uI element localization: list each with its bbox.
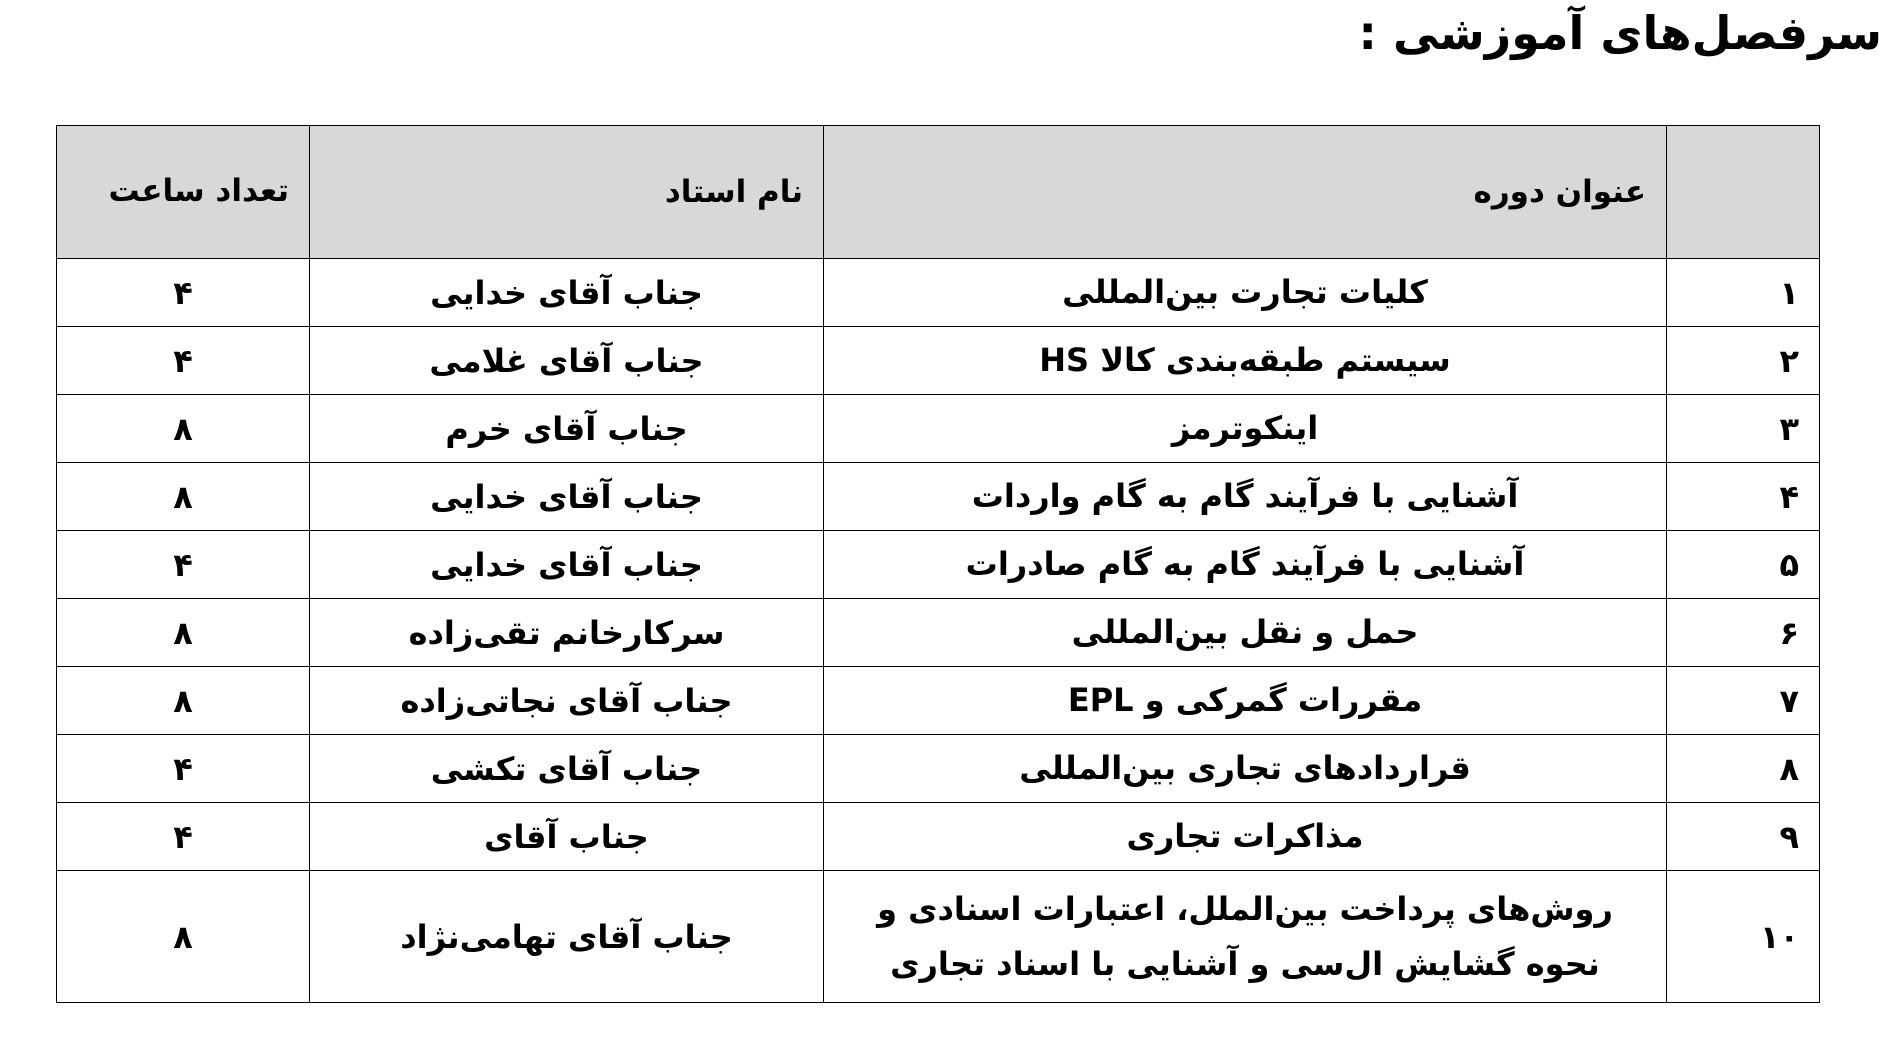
row-number: ۲ [1667, 327, 1820, 395]
hours-count: ۴ [57, 531, 310, 599]
hours-count: ۴ [57, 327, 310, 395]
table-row [57, 259, 1820, 327]
row-number: ۹ [1667, 803, 1820, 871]
teacher-name: جناب آقای تهامی‌نژاد [310, 871, 824, 1003]
table-row [57, 735, 1820, 803]
table-row [57, 803, 1820, 871]
table-row [57, 463, 1820, 531]
teacher-name: جناب آقای [310, 803, 824, 871]
row-number: ۱۰ [1667, 871, 1820, 1003]
course-title: اینکوترمز [824, 395, 1667, 463]
hours-count: ۴ [57, 803, 310, 871]
page-title: سرفصل‌های آموزشی : [1358, 6, 1882, 60]
header-course-title: عنوان دوره [824, 126, 1667, 259]
course-title: آشنایی با فرآیند گام به گام صادرات [824, 531, 1667, 599]
table-row [57, 599, 1820, 667]
table-row [57, 395, 1820, 463]
hours-count: ۸ [57, 871, 310, 1003]
table-row [57, 667, 1820, 735]
row-number: ۴ [1667, 463, 1820, 531]
row-number: ۱ [1667, 259, 1820, 327]
teacher-name: جناب آقای خرم [310, 395, 824, 463]
course-title: مقررات گمرکی و EPL [824, 667, 1667, 735]
header-teacher: نام استاد [310, 126, 824, 259]
row-number: ۳ [1667, 395, 1820, 463]
course-table [56, 125, 1820, 1003]
table-header-row [57, 126, 1820, 259]
hours-count: ۴ [57, 259, 310, 327]
hours-count: ۸ [57, 395, 310, 463]
teacher-name: جناب آقای خدایی [310, 259, 824, 327]
row-number: ۵ [1667, 531, 1820, 599]
teacher-name: جناب آقای تکشی [310, 735, 824, 803]
header-hours: تعداد ساعت [57, 126, 310, 259]
row-number: ۷ [1667, 667, 1820, 735]
course-title: کلیات تجارت بین‌المللی [824, 259, 1667, 327]
header-num [1667, 126, 1820, 259]
table-row [57, 531, 1820, 599]
row-number: ۸ [1667, 735, 1820, 803]
teacher-name: جناب آقای خدایی [310, 531, 824, 599]
teacher-name: جناب آقای غلامی [310, 327, 824, 395]
course-title: قراردادهای تجاری بین‌المللی [824, 735, 1667, 803]
course-title: آشنایی با فرآیند گام به گام واردات [824, 463, 1667, 531]
teacher-name: جناب آقای خدایی [310, 463, 824, 531]
course-title: سیستم طبقه‌بندی کالا HS [824, 327, 1667, 395]
hours-count: ۸ [57, 599, 310, 667]
course-title: روش‌های پرداخت بین‌الملل، اعتبارات اسنادی و نحوه گشایش ال‌سی و آشنایی با اسناد تجاری [824, 871, 1667, 1003]
table-row [57, 871, 1820, 1003]
hours-count: ۸ [57, 463, 310, 531]
table-row [57, 327, 1820, 395]
hours-count: ۴ [57, 735, 310, 803]
teacher-name: سرکارخانم تقی‌زاده [310, 599, 824, 667]
teacher-name: جناب آقای نجاتی‌زاده [310, 667, 824, 735]
row-number: ۶ [1667, 599, 1820, 667]
course-title: حمل و نقل بین‌المللی [824, 599, 1667, 667]
course-title: مذاکرات تجاری [824, 803, 1667, 871]
hours-count: ۸ [57, 667, 310, 735]
